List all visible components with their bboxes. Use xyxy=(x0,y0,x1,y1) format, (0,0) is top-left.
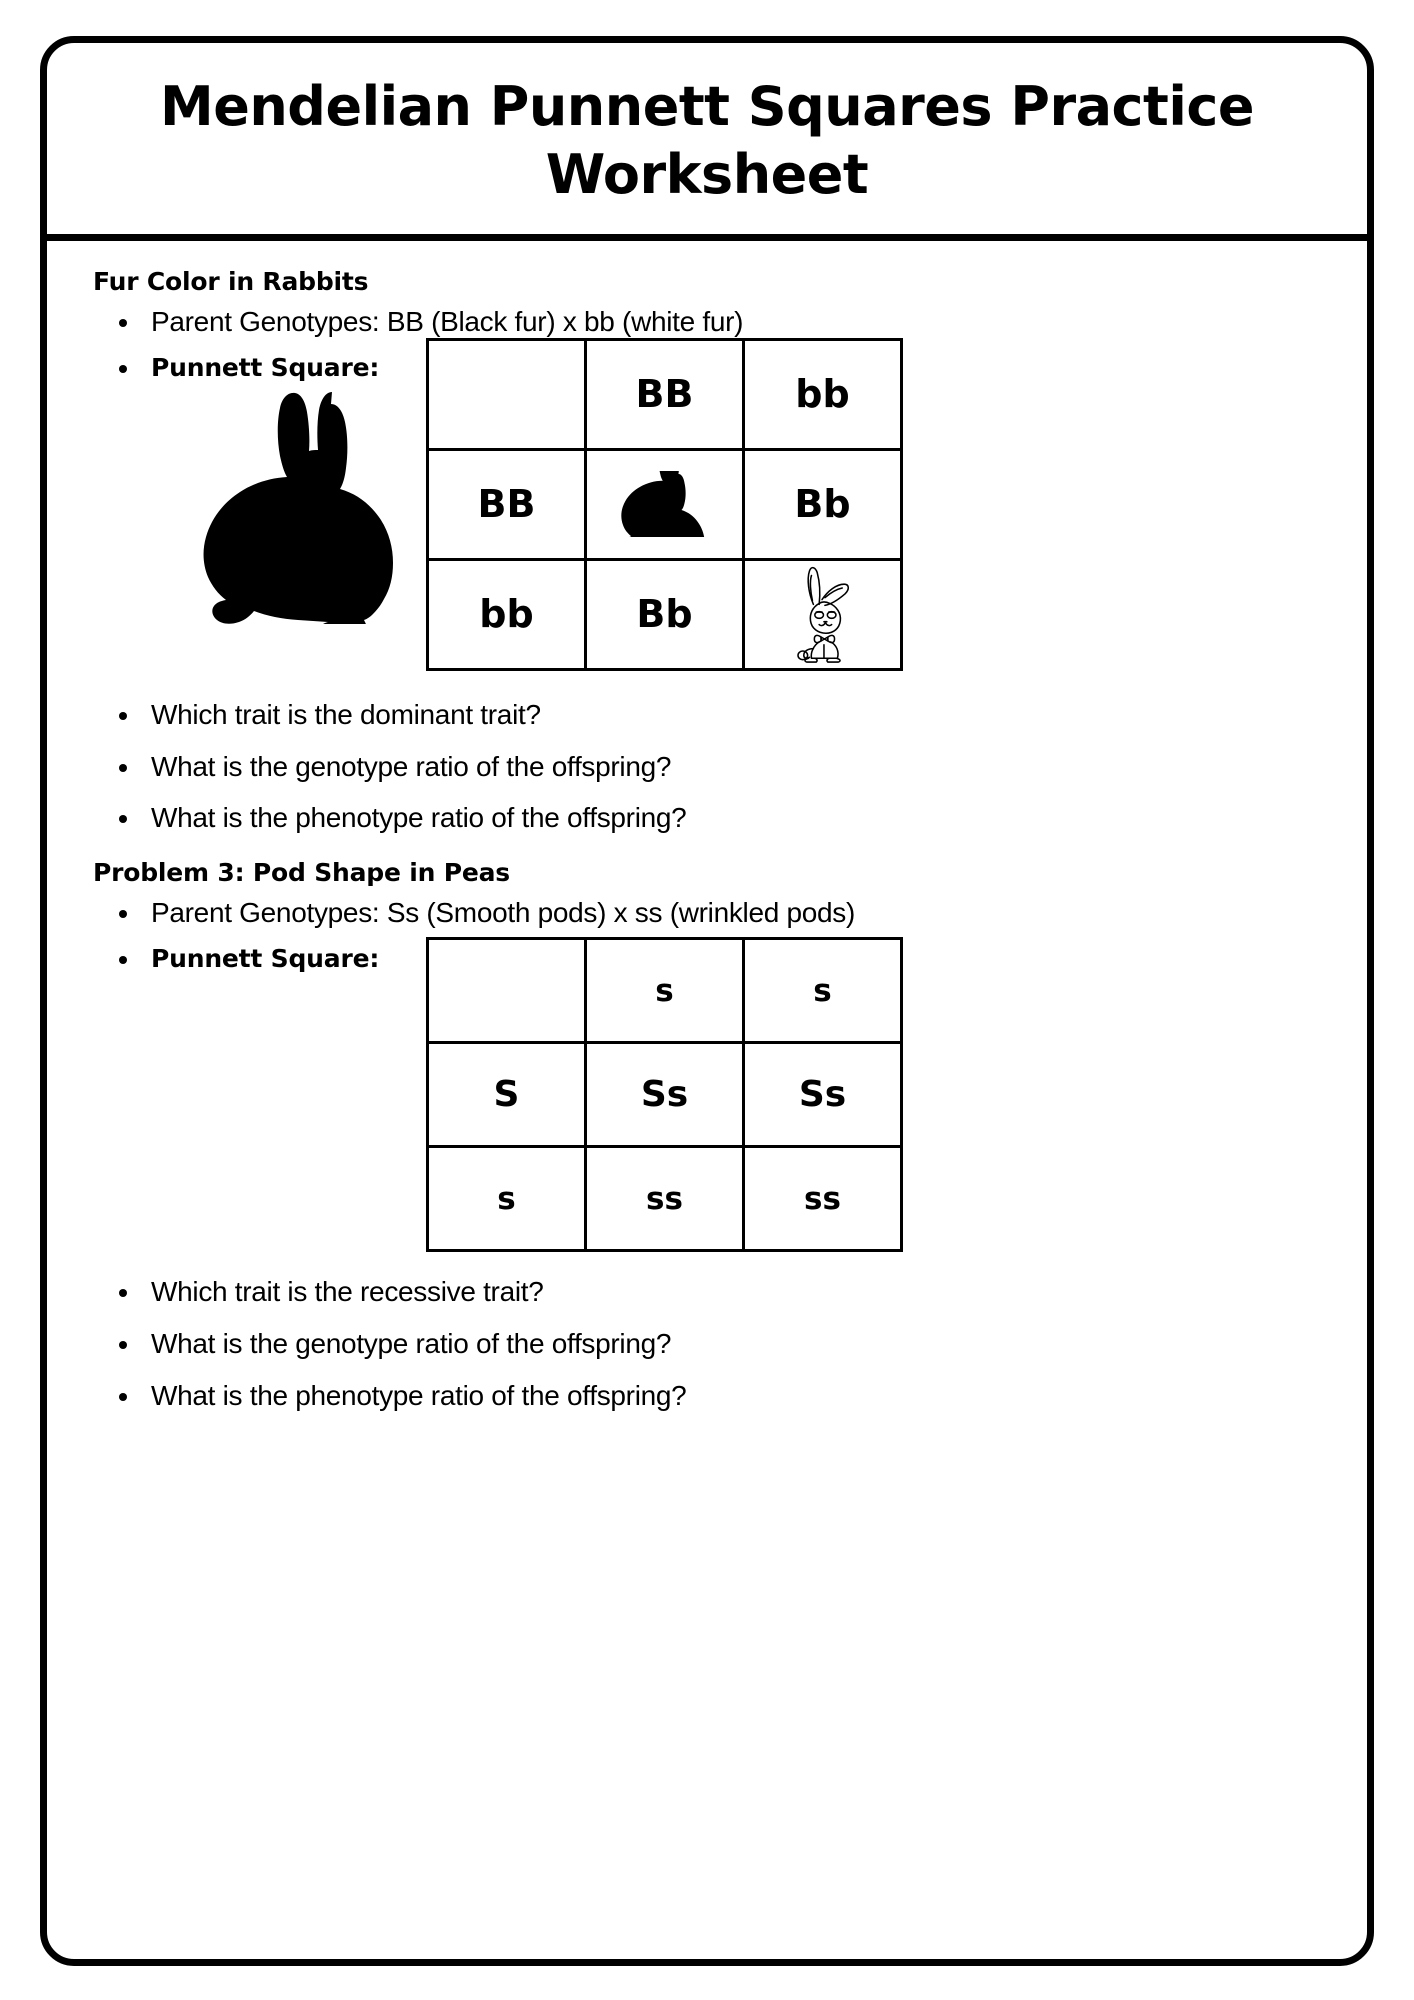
problem3-question-1: Which trait is the recessive trait? xyxy=(91,1274,1323,1310)
pea-cell-r2c2: ss xyxy=(744,1147,902,1251)
problem-section-pod-shape xyxy=(91,858,1323,1413)
punnett-cell-r0c1: BB xyxy=(586,339,744,449)
problem-section-fur-color xyxy=(91,267,1323,836)
table-row xyxy=(428,559,902,669)
problem1-question-2: What is the genotype ratio of the offspring? xyxy=(91,749,1323,785)
punnett-cell-r1c2: Bb xyxy=(744,449,902,559)
worksheet-header xyxy=(47,43,1367,241)
punnett-cell-r2c0: bb xyxy=(428,559,586,669)
problem3-question-3: What is the phenotype ratio of the offspring? xyxy=(91,1378,1323,1414)
problem1-parent-genotypes: Parent Genotypes: BB (Black fur) x bb (white fur) xyxy=(91,304,1323,340)
problem1-question-3: What is the phenotype ratio of the offspring? xyxy=(91,800,1323,836)
problem3-punnett-label: Punnett Square: xyxy=(91,943,1323,975)
section-heading-pod-shape: Problem 3: Pod Shape in Peas xyxy=(93,858,510,888)
page-title: Mendelian Punnett Squares Practice Worksheet xyxy=(160,75,1254,206)
problem3-questions xyxy=(91,1274,1323,1413)
table-row xyxy=(428,1043,902,1147)
table-row xyxy=(428,1147,902,1251)
table-row xyxy=(428,339,902,449)
problem3-punnett-row xyxy=(91,937,1323,1252)
problem1-punnett-row xyxy=(91,338,1323,671)
punnett-cell-r1c0: BB xyxy=(428,449,586,559)
problem1-question-1: Which trait is the dominant trait? xyxy=(91,697,1323,733)
punnett-cell-r2c2-rabbit xyxy=(744,559,902,669)
table-row xyxy=(428,939,902,1043)
problem1-punnett-label: Punnett Square: xyxy=(91,352,1323,384)
pea-cell-r2c1: ss xyxy=(586,1147,744,1251)
pea-cell-r0c1: s xyxy=(586,939,744,1043)
worksheet-sheet xyxy=(40,36,1374,1966)
pea-cell-r1c0: S xyxy=(428,1043,586,1147)
punnett-cell-r0c2: bb xyxy=(744,339,902,449)
pea-cell-r0c2: s xyxy=(744,939,902,1043)
pea-cell-corner xyxy=(428,939,586,1043)
pea-cell-r1c1: Ss xyxy=(586,1043,744,1147)
rabbit-silhouette-icon xyxy=(587,451,742,558)
worksheet-content xyxy=(47,241,1367,1959)
pea-cell-r1c2: Ss xyxy=(744,1043,902,1147)
punnett-cell-corner xyxy=(428,339,586,449)
punnett-cell-r2c1: Bb xyxy=(586,559,744,669)
problem3-parent-genotypes: Parent Genotypes: Ss (Smooth pods) x ss (wrinkled pods) xyxy=(91,895,1323,931)
rabbit-lineart-icon xyxy=(745,561,900,668)
problem1-punnett-table xyxy=(426,338,903,671)
problem1-questions xyxy=(91,697,1323,836)
rabbit-silhouette-icon xyxy=(181,384,421,624)
section-heading-fur-color: Fur Color in Rabbits xyxy=(93,267,369,296)
punnett-cell-r1c1-rabbit xyxy=(586,449,744,559)
problem3-question-2: What is the genotype ratio of the offspring? xyxy=(91,1326,1323,1362)
problem3-punnett-table xyxy=(426,937,903,1252)
table-row xyxy=(428,449,902,559)
pea-cell-r2c0: s xyxy=(428,1147,586,1251)
